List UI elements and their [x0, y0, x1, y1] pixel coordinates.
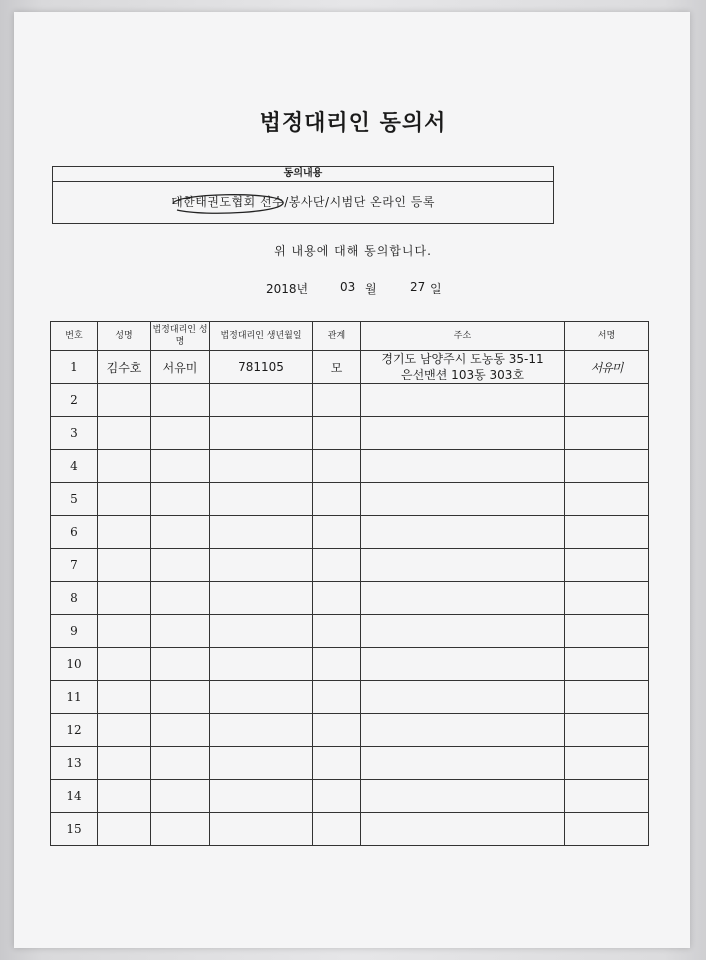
row-guardian-birth: [210, 681, 313, 714]
header-signature: 서명: [565, 322, 649, 351]
row-guardian-name: [151, 483, 210, 516]
table-row: [51, 384, 649, 417]
row-address: [361, 714, 565, 747]
row-name: [98, 483, 151, 516]
row-relation: [313, 516, 361, 549]
row-address: [361, 813, 565, 846]
row-guardian-birth: [210, 417, 313, 450]
row-name: [98, 450, 151, 483]
row-guardian-birth: [210, 549, 313, 582]
row-number: 7: [51, 549, 98, 582]
row-signature: [565, 417, 649, 450]
row-address: [361, 417, 565, 450]
consent-text: 대한태권도협회 선수/봉사단/시범단 온라인 등록: [171, 195, 435, 209]
row-guardian-name: [151, 714, 210, 747]
address-line-1: 경기도 남양주시 도농동 35-11: [381, 352, 544, 366]
guardian-table: [50, 321, 649, 846]
row-name: 김수호: [98, 351, 151, 384]
row-relation: [313, 648, 361, 681]
consent-header: 동의내용: [53, 167, 553, 182]
row-guardian-name: [151, 615, 210, 648]
date-month-label: 월: [365, 282, 377, 296]
row-relation: [313, 681, 361, 714]
row-name: [98, 549, 151, 582]
row-name: [98, 780, 151, 813]
address-line-2: 은선맨션 103동 303호: [401, 368, 524, 382]
row-relation: 모: [313, 351, 361, 384]
row-signature: [565, 615, 649, 648]
table-row: [51, 417, 649, 450]
table-row: [51, 516, 649, 549]
header-name: 성명: [98, 322, 151, 351]
row-signature: [565, 681, 649, 714]
table-row: [51, 615, 649, 648]
consent-content: [53, 182, 553, 223]
date-day: 27: [410, 280, 426, 294]
row-guardian-birth: [210, 648, 313, 681]
table-row: [51, 549, 649, 582]
row-signature: [565, 813, 649, 846]
row-guardian-birth: [210, 780, 313, 813]
date-year: 2018년: [266, 282, 309, 296]
row-signature: [565, 483, 649, 516]
row-name: [98, 813, 151, 846]
row-number: 4: [51, 450, 98, 483]
date-month: 03: [340, 280, 356, 294]
row-number: 2: [51, 384, 98, 417]
row-address: [361, 780, 565, 813]
row-name: [98, 516, 151, 549]
row-relation: [313, 714, 361, 747]
row-guardian-name: [151, 780, 210, 813]
table-row: [51, 450, 649, 483]
row-signature: 서유미: [565, 351, 649, 384]
row-guardian-birth: [210, 483, 313, 516]
header-address: 주소: [361, 322, 565, 351]
row-guardian-name: [151, 417, 210, 450]
row-name: [98, 615, 151, 648]
agreement-statement: 위 내용에 대해 동의합니다.: [274, 244, 432, 258]
row-name: [98, 747, 151, 780]
row-guardian-birth: [210, 384, 313, 417]
table-header-row: [51, 322, 649, 351]
row-relation: [313, 483, 361, 516]
row-guardian-birth: 781105: [210, 351, 313, 384]
row-guardian-name: [151, 648, 210, 681]
row-number: 1: [51, 351, 98, 384]
row-relation: [313, 450, 361, 483]
row-guardian-name: [151, 450, 210, 483]
row-address: [361, 648, 565, 681]
row-name: [98, 384, 151, 417]
row-guardian-birth: [210, 615, 313, 648]
pen-circle-mark: [167, 190, 287, 218]
row-signature: [565, 714, 649, 747]
table-row: [51, 582, 649, 615]
row-number: 8: [51, 582, 98, 615]
row-address: [361, 615, 565, 648]
row-guardian-birth: [210, 813, 313, 846]
table-row: [51, 780, 649, 813]
header-guardian-birth: 법정대리인 생년월일: [210, 322, 313, 351]
row-number: 15: [51, 813, 98, 846]
row-address: [361, 681, 565, 714]
row-guardian-birth: [210, 747, 313, 780]
row-name: [98, 681, 151, 714]
header-number: 번호: [51, 322, 98, 351]
table-row: [51, 747, 649, 780]
header-guardian-name: 법정대리인 성명: [151, 322, 210, 351]
row-guardian-birth: [210, 714, 313, 747]
row-guardian-birth: [210, 582, 313, 615]
row-relation: [313, 813, 361, 846]
row-guardian-name: [151, 813, 210, 846]
row-signature: [565, 549, 649, 582]
row-address: [361, 747, 565, 780]
row-number: 11: [51, 681, 98, 714]
row-number: 12: [51, 714, 98, 747]
row-number: 10: [51, 648, 98, 681]
row-number: 5: [51, 483, 98, 516]
row-number: 9: [51, 615, 98, 648]
table-row: [51, 351, 649, 384]
row-number: 14: [51, 780, 98, 813]
row-guardian-name: [151, 747, 210, 780]
row-name: [98, 582, 151, 615]
row-guardian-name: 서유미: [151, 351, 210, 384]
table-row: [51, 813, 649, 846]
row-name: [98, 417, 151, 450]
row-relation: [313, 417, 361, 450]
row-number: 3: [51, 417, 98, 450]
row-address: [361, 351, 565, 384]
row-signature: [565, 582, 649, 615]
row-signature: [565, 780, 649, 813]
row-address: [361, 450, 565, 483]
row-address: [361, 516, 565, 549]
row-relation: [313, 384, 361, 417]
consent-box: [52, 166, 554, 224]
row-address: [361, 384, 565, 417]
row-relation: [313, 582, 361, 615]
row-name: [98, 714, 151, 747]
row-signature: [565, 384, 649, 417]
row-guardian-name: [151, 384, 210, 417]
row-relation: [313, 747, 361, 780]
row-guardian-birth: [210, 450, 313, 483]
document-title: 법정대리인 동의서: [259, 111, 447, 136]
row-relation: [313, 615, 361, 648]
row-relation: [313, 780, 361, 813]
row-guardian-name: [151, 549, 210, 582]
row-relation: [313, 549, 361, 582]
row-guardian-name: [151, 516, 210, 549]
table-row: [51, 648, 649, 681]
row-address: [361, 483, 565, 516]
table-row: [51, 681, 649, 714]
row-name: [98, 648, 151, 681]
header-relation: 관계: [313, 322, 361, 351]
table-row: [51, 483, 649, 516]
row-signature: [565, 516, 649, 549]
row-number: 6: [51, 516, 98, 549]
table-row: [51, 714, 649, 747]
row-guardian-name: [151, 582, 210, 615]
row-signature: [565, 747, 649, 780]
row-number: 13: [51, 747, 98, 780]
date-day-label: 일: [430, 282, 442, 296]
row-guardian-name: [151, 681, 210, 714]
row-signature: [565, 450, 649, 483]
row-address: [361, 582, 565, 615]
row-address: [361, 549, 565, 582]
row-guardian-birth: [210, 516, 313, 549]
row-signature: [565, 648, 649, 681]
